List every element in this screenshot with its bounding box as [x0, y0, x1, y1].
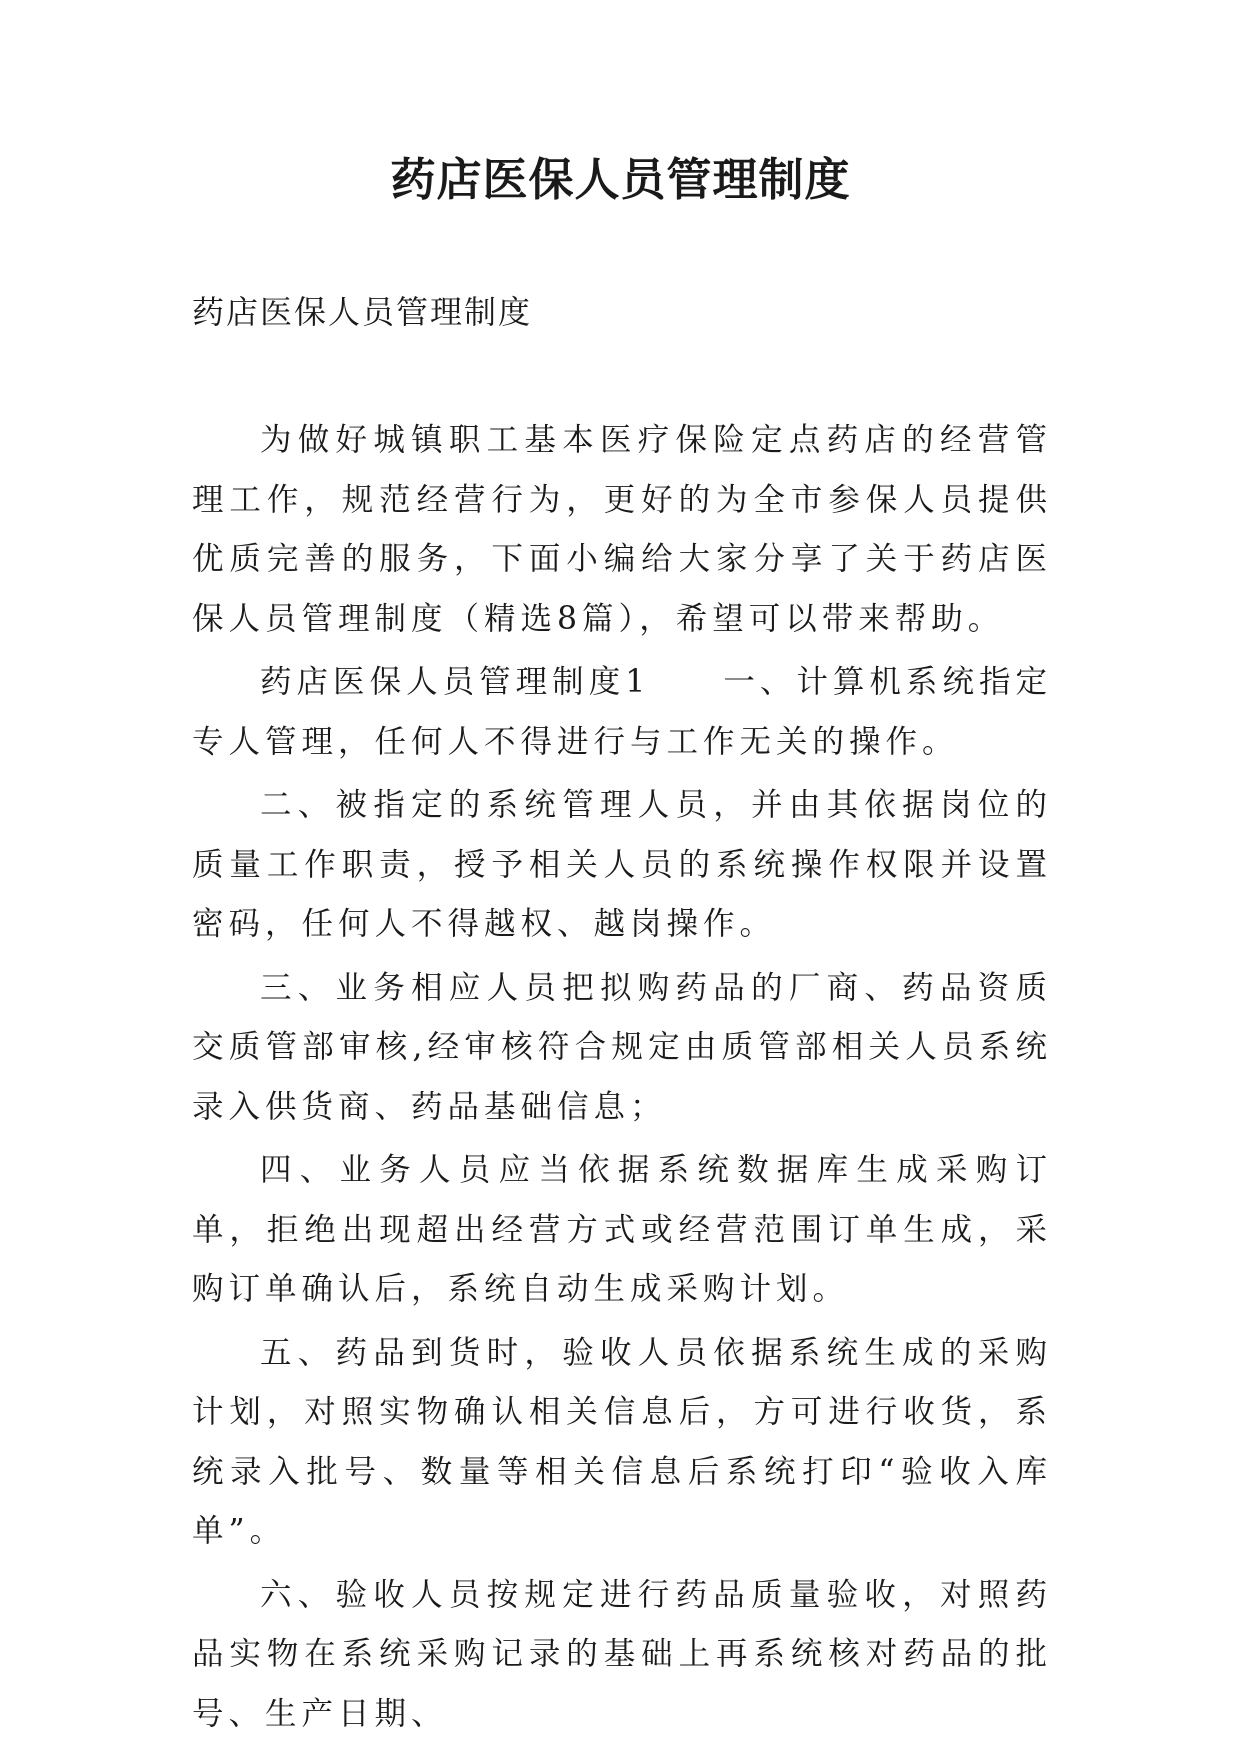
paragraph-item-1: 药店医保人员管理制度1 一、计算机系统指定专人管理，任何人不得进行与工作无关的操作。 [192, 664, 1052, 760]
paragraph-item-6: 六、验收人员按规定进行药品质量验收，对照药品实物在系统采购记录的基础上再系统核对药品的批号、生产日期、 [192, 1576, 1052, 1732]
paragraph-item-4: 四、业务人员应当依据系统数据库生成采购订单，拒绝出现超出经营方式或经营范围订单生成，采购订单确认后，系统自动生成采购计划。 [192, 1152, 1052, 1307]
paragraph-item-3: 三、业务相应人员把拟购药品的厂商、药品资质交质管部审核,经审核符合规定由质管部相关人员系统录入供货商、药品基础信息； [192, 969, 1052, 1125]
document-body [192, 411, 1052, 1748]
document-title: 药店医保人员管理制度 [390, 153, 851, 206]
paragraph-item-2: 二、被指定的系统管理人员，并由其依据岗位的质量工作职责，授予相关人员的系统操作权限并设置密码，任何人不得越权、越岗操作。 [192, 787, 1052, 942]
paragraph-item-5: 五、药品到货时，验收人员依据系统生成的采购计划，对照实物确认相关信息后，方可进行收货，系统录入批号、数量等相关信息后系统打印“验收入库单”。 [192, 1334, 1052, 1549]
paragraph-intro: 为做好城镇职工基本医疗保险定点药店的经营管理工作，规范经营行为，更好的为全市参保人员提供优质完善的服务，下面小编给大家分享了关于药店医保人员管理制度（精选8篇），希望可以带来帮助。 [192, 422, 1052, 637]
document-subtitle: 药店医保人员管理制度 [192, 293, 533, 331]
